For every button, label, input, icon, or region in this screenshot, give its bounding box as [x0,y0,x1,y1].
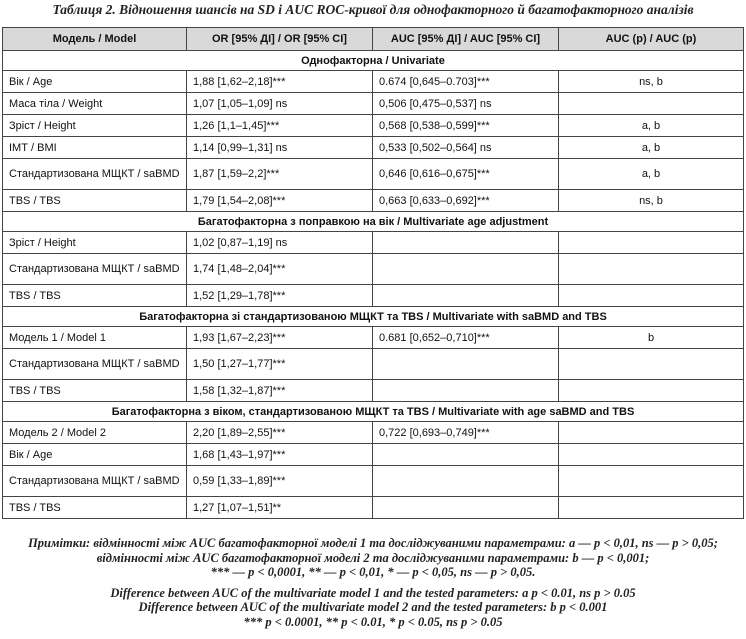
section-row [3,212,744,232]
cell-or: 1,27 [1,07–1,51]** [187,497,373,519]
cell-model: Стандартизована МЩКТ / saBMD [3,466,187,497]
cell-or: 2,20 [1,89–2,55]*** [187,422,373,444]
cell-model: Модель 1 / Model 1 [3,327,187,349]
cell-auc: 0,663 [0,633–0,692]*** [373,190,559,212]
table-row [3,444,744,466]
cell-model: ІМТ / BMI [3,137,187,159]
header-or: OR [95% ДІ] / OR [95% CI] [187,28,373,51]
cell-model: Маса тіла / Weight [3,93,187,115]
cell-p: a, b [559,137,744,159]
cell-auc: 0,506 [0,475–0,537] ns [373,93,559,115]
cell-or: 1,26 [1,1–1,45]*** [187,115,373,137]
cell-auc [373,466,559,497]
cell-model: TBS / TBS [3,497,187,519]
cell-p [559,422,744,444]
cell-model: Стандартизована МЩКТ / saBMD [3,254,187,285]
cell-model: Вік / Age [3,444,187,466]
cell-p [559,93,744,115]
section-title: Однофакторна / Univariate [3,51,744,71]
cell-auc: 0.681 [0,652–0,710]*** [373,327,559,349]
note-en-line-3: *** p < 0.0001, ** p < 0.01, * p < 0.05, ns p > 0.05 [243,614,503,629]
cell-model: Зріст / Height [3,232,187,254]
cell-auc [373,349,559,380]
cell-model: Вік / Age [3,71,187,93]
note-uk-line-2: відмінності між AUC багатофакторної моделі 2 та досліджуваними параметрами: b — p < 0,001; [96,550,650,565]
cell-or: 1,88 [1,62–2,18]*** [187,71,373,93]
note-uk-line-1: Примітки: відмінності між AUC багатофакторної моделі 1 та досліджуваними параметрами: a — p < 0,01, ns — p > 0,05; [28,536,718,550]
cell-p [559,349,744,380]
cell-p: ns, b [559,71,744,93]
results-table [2,27,744,519]
cell-or: 1,52 [1,29–1,78]*** [187,285,373,307]
cell-or: 1,93 [1,67–2,23]*** [187,327,373,349]
cell-or: 1,79 [1,54–2,08]*** [187,190,373,212]
note-uk-line-3: *** — p < 0,0001, ** — p < 0,01, * — p < 0,05, ns — p > 0,05. [210,565,536,579]
table-row [3,349,744,380]
cell-p [559,466,744,497]
header-row [3,28,744,51]
cell-auc: 0,568 [0,538–0,599]*** [373,115,559,137]
table-row [3,380,744,402]
cell-model: Модель 2 / Model 2 [3,422,187,444]
table-caption: Таблиця 2. Відношення шансів на SD і AUC ROC-кривої для однофакторного й багатофакторного аналізів [52,2,694,17]
table-row [3,115,744,137]
section-row [3,51,744,71]
cell-p [559,285,744,307]
table-row [3,285,744,307]
cell-auc [373,285,559,307]
cell-or: 1,02 [0,87–1,19] ns [187,232,373,254]
header-model: Модель / Model [3,28,187,51]
note-en-line-2: Difference between AUC of the multivariate model 2 and the tested parameters: b p < 0.001 [138,600,608,614]
cell-p: a, b [559,159,744,190]
table-row [3,93,744,115]
cell-p: ns, b [559,190,744,212]
cell-auc: 0.674 [0,645–0.703]*** [373,71,559,93]
table-row [3,159,744,190]
cell-model: TBS / TBS [3,285,187,307]
table-row [3,327,744,349]
cell-model: Стандартизована МЩКТ / saBMD [3,159,187,190]
cell-or: 1,68 [1,43–1,97]*** [187,444,373,466]
cell-or: 1,74 [1,48–2,04]*** [187,254,373,285]
note-en-line-1: Difference between AUC of the multivariate model 1 and the tested parameters: a p < 0.01, ns p > 0.05 [110,585,636,600]
table-row [3,497,744,519]
section-title: Багатофакторна з віком, стандартизованою МЩКТ та TBS / Multivariate with age saBMD and TBS [3,402,744,422]
cell-auc: 0,533 [0,502–0,564] ns [373,137,559,159]
cell-p [559,380,744,402]
cell-model: TBS / TBS [3,380,187,402]
table-row [3,422,744,444]
cell-p: a, b [559,115,744,137]
cell-p [559,254,744,285]
cell-p [559,497,744,519]
cell-or: 1,50 [1,27–1,77]*** [187,349,373,380]
cell-or: 1,58 [1,32–1,87]*** [187,380,373,402]
cell-auc [373,380,559,402]
header-auc: AUC [95% ДІ] / AUC [95% CI] [373,28,559,51]
cell-auc [373,232,559,254]
cell-auc [373,254,559,285]
cell-or: 1,07 [1,05–1,09] ns [187,93,373,115]
cell-auc: 0,646 [0,616–0,675]*** [373,159,559,190]
cell-or: 1,14 [0,99–1,31] ns [187,137,373,159]
table-row [3,466,744,497]
table-row [3,71,744,93]
cell-p [559,232,744,254]
cell-auc [373,444,559,466]
cell-or: 1,87 [1,59–2,2]*** [187,159,373,190]
table-row [3,254,744,285]
cell-auc: 0,722 [0,693–0,749]*** [373,422,559,444]
cell-or: 0,59 [1,33–1,89]*** [187,466,373,497]
table-body [3,51,744,519]
cell-p: b [559,327,744,349]
header-p: AUC (p) / AUC (p) [559,28,744,51]
section-row [3,307,744,327]
cell-p [559,444,744,466]
table-row [3,190,744,212]
footnotes [0,536,746,629]
table-row [3,137,744,159]
table-row [3,232,744,254]
section-title: Багатофакторна з поправкою на вік / Multivariate age adjustment [3,212,744,232]
cell-model: TBS / TBS [3,190,187,212]
section-title: Багатофакторна зі стандартизованою МЩКТ та TBS / Multivariate with saBMD and TBS [3,307,744,327]
cell-model: Стандартизована МЩКТ / saBMD [3,349,187,380]
cell-model: Зріст / Height [3,115,187,137]
section-row [3,402,744,422]
cell-auc [373,497,559,519]
